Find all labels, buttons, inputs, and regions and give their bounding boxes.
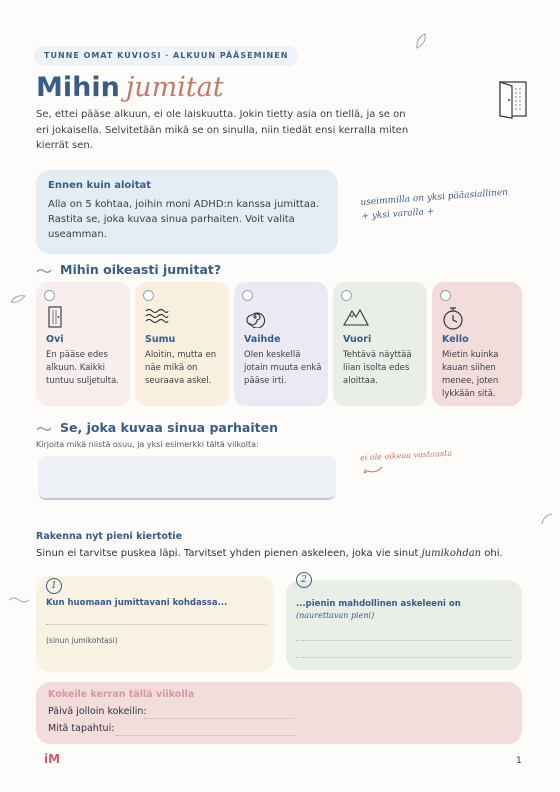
door-icon <box>46 306 64 328</box>
build-title: Rakenna nyt pieni kiertotie <box>36 531 183 542</box>
write-line[interactable] <box>296 640 512 641</box>
choice-radio[interactable] <box>242 290 253 301</box>
choice-radio[interactable] <box>143 290 154 301</box>
brand-logo: iM <box>44 752 61 766</box>
choice-card-kello[interactable] <box>432 282 522 406</box>
choice-card-vaihde[interactable] <box>234 282 328 406</box>
hand-note-line-1: useimmilla on yksi pääasiallinen <box>360 187 509 208</box>
choice-radio[interactable] <box>440 290 451 301</box>
leaf-doodle-icon <box>540 512 554 526</box>
squiggle-icon <box>36 267 52 275</box>
card-name: Kello <box>442 334 469 345</box>
step-title: Kun huomaan jumittavani kohdassa... <box>46 598 228 608</box>
spiral-icon <box>244 306 266 328</box>
section-title: Mihin oikeasti jumitat? <box>60 262 222 277</box>
choice-radio[interactable] <box>44 290 55 301</box>
before-text: Alla on 5 kohtaa, joihin moni ADHD:n kanssa jumittaa. Rastita se, joka kuvaa sinua parhaiten. Voit valita useamman. <box>48 199 320 240</box>
page-title <box>36 72 224 103</box>
write-line[interactable] <box>46 624 266 625</box>
try-line-result: Mitä tapahtui: <box>48 723 115 734</box>
step-number: 2 <box>296 572 312 588</box>
step-number: 1 <box>46 578 62 594</box>
build-text-em: jumikohdan <box>421 548 482 559</box>
write-line[interactable] <box>144 718 294 719</box>
step-hint: (sinun jumikohtasi) <box>46 636 118 645</box>
build-text-pre: Sinun ei tarvitse puskea läpi. Tarvitset yhden pienen askeleen, joka vie sinut <box>36 548 422 559</box>
step-hand-note: (naurettavan pieni) <box>296 611 375 620</box>
step-title <box>296 598 512 622</box>
section-heading-stuck <box>36 262 221 277</box>
build-text-post: ohi. <box>481 548 503 559</box>
open-door-illustration-icon <box>494 78 534 120</box>
intro-text: Se, ettei pääse alkuun, ei ole laiskuutta. Jokin tietty asia on tiellä, ja se on eri jokaisella. Selvitetään mikä se on sinulla, niin tiedät ensi kerralla miten kierrät sen. <box>36 109 409 151</box>
choice-radio[interactable] <box>341 290 352 301</box>
page-number: 1 <box>516 756 522 766</box>
choice-card-ovi[interactable] <box>36 282 130 406</box>
card-desc: Tehtävä näyttää liian isolta edes aloittaa. <box>343 350 412 386</box>
try-title: Kokeile kerran tällä viikolla <box>48 689 195 700</box>
card-desc: Aloitin, mutta en näe mikä on seuraava askel. <box>145 350 217 386</box>
write-line[interactable] <box>116 735 296 736</box>
leaf-doodle-icon <box>414 32 428 50</box>
card-desc: Mietin kuinka kauan siihen menee, joten lykkään sitä. <box>442 350 499 399</box>
choice-card-vuori[interactable] <box>333 282 427 406</box>
handwritten-note: ei ole oikeaa vastausta <box>359 448 453 463</box>
card-name: Sumu <box>145 334 176 345</box>
category-tag: TUNNE OMAT KUVIOSI · ALKUUN PÄÄSEMINEN <box>34 46 298 66</box>
choice-card-sumu[interactable] <box>135 282 229 406</box>
write-line[interactable] <box>296 657 512 658</box>
before-title: Ennen kuin aloitat <box>48 180 152 191</box>
section-title: Se, joka kuvaa sinua parhaiten <box>60 420 278 435</box>
card-desc: En pääse edes alkuun. Kaikki tuntuu suljetulta. <box>46 350 120 386</box>
curly-arrow-icon <box>362 465 384 475</box>
answer-instruction: Kirjoita mikä niistä osuu, ja yksi esimerkki tältä viikolta: <box>36 440 259 449</box>
answer-input[interactable] <box>38 456 336 500</box>
card-name: Vuori <box>343 334 372 345</box>
clock-icon <box>442 306 464 330</box>
mountain-icon <box>343 306 369 326</box>
section-heading-best <box>36 420 278 435</box>
leaf-doodle-icon <box>10 294 26 304</box>
try-line-date: Päivä jolloin kokeilin: <box>48 706 147 717</box>
card-desc: Olen keskellä jotain muuta enkä pääse irti. <box>244 350 322 386</box>
squiggle-icon <box>36 425 52 433</box>
title-main: Mihin <box>36 72 120 103</box>
card-name: Vaihde <box>244 334 281 345</box>
handwritten-note <box>360 184 532 224</box>
build-text <box>36 548 536 559</box>
squiggle-doodle-icon <box>8 596 30 604</box>
title-accent: jumitat <box>125 72 224 103</box>
step-title-text: ...pienin mahdollinen askeleeni on <box>296 599 461 609</box>
card-name: Ovi <box>46 334 64 345</box>
hand-note-line-2: + yksi varalla + <box>361 206 435 222</box>
fog-icon <box>145 306 169 326</box>
